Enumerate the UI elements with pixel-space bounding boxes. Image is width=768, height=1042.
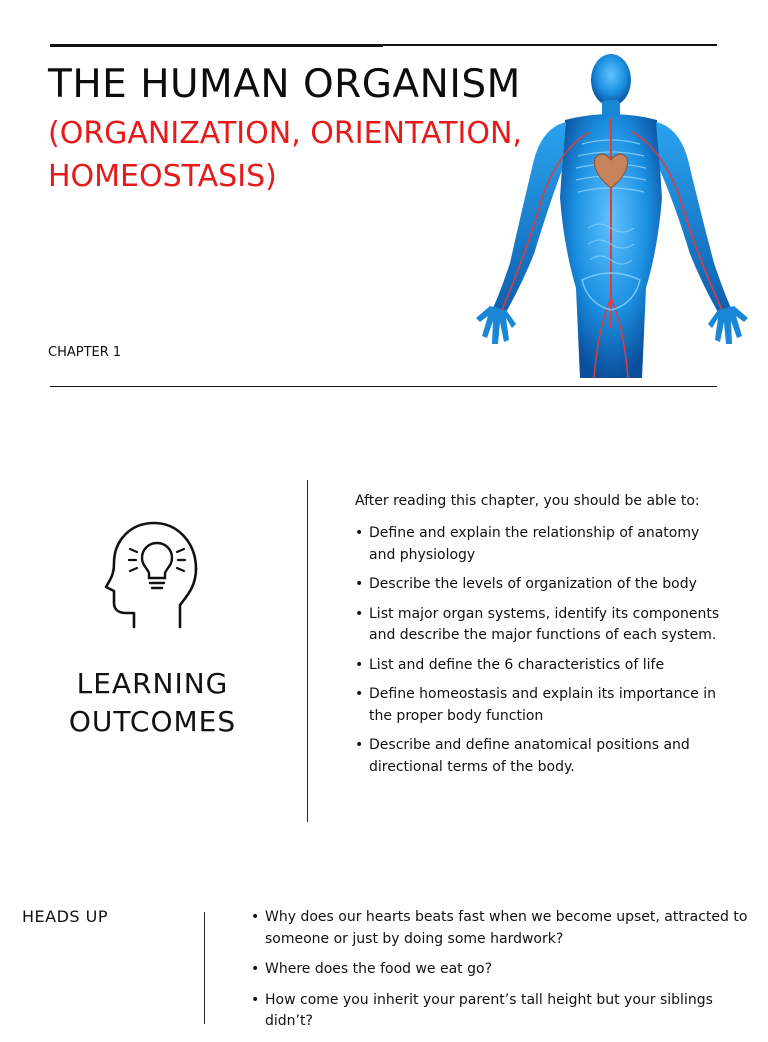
page-subtitle: (ORGANIZATION, ORIENTATION, HOMEOSTASIS)	[48, 116, 522, 194]
list-item: • Where does the food we eat go?	[251, 959, 751, 981]
learning-outcomes-list	[355, 523, 725, 786]
learning-outcomes-divider	[307, 480, 308, 822]
list-item: • Describe the levels of organization of the body	[355, 574, 725, 596]
heads-up-label: HEADS UP	[22, 907, 109, 926]
section-divider	[50, 386, 717, 387]
page-title: THE HUMAN ORGANISM	[48, 62, 521, 107]
list-item: • Define homeostasis and explain its importance in the proper body function	[355, 684, 725, 727]
list-item: • Describe and define anatomical positions and directional terms of the body.	[355, 735, 725, 778]
list-item: • Why does our hearts beats fast when we become upset, attracted to someone or just by doing some hardwork?	[251, 907, 751, 950]
top-rule-thin	[383, 44, 717, 46]
human-anatomy-illustration	[470, 48, 756, 378]
heads-up-list	[251, 907, 751, 1042]
heads-up-divider	[204, 912, 205, 1024]
chapter-label: CHAPTER 1	[48, 345, 122, 360]
learning-outcomes-intro: After reading this chapter, you should be able to:	[355, 493, 700, 509]
learning-outcomes-heading	[40, 665, 265, 741]
list-item: • List and define the 6 characteristics of life	[355, 655, 725, 677]
list-item: • Define and explain the relationship of anatomy and physiology	[355, 523, 725, 566]
head-lightbulb-icon	[100, 515, 210, 630]
list-item: • How come you inherit your parent’s tall height but your siblings didn’t?	[251, 990, 751, 1033]
learning-outcomes-heading-line1: LEARNING	[76, 667, 229, 700]
learning-outcomes-heading-line2: OUTCOMES	[68, 705, 237, 738]
top-rule-thick	[50, 44, 383, 47]
list-item: • List major organ systems, identify its components and describe the major functions of each system.	[355, 604, 725, 647]
